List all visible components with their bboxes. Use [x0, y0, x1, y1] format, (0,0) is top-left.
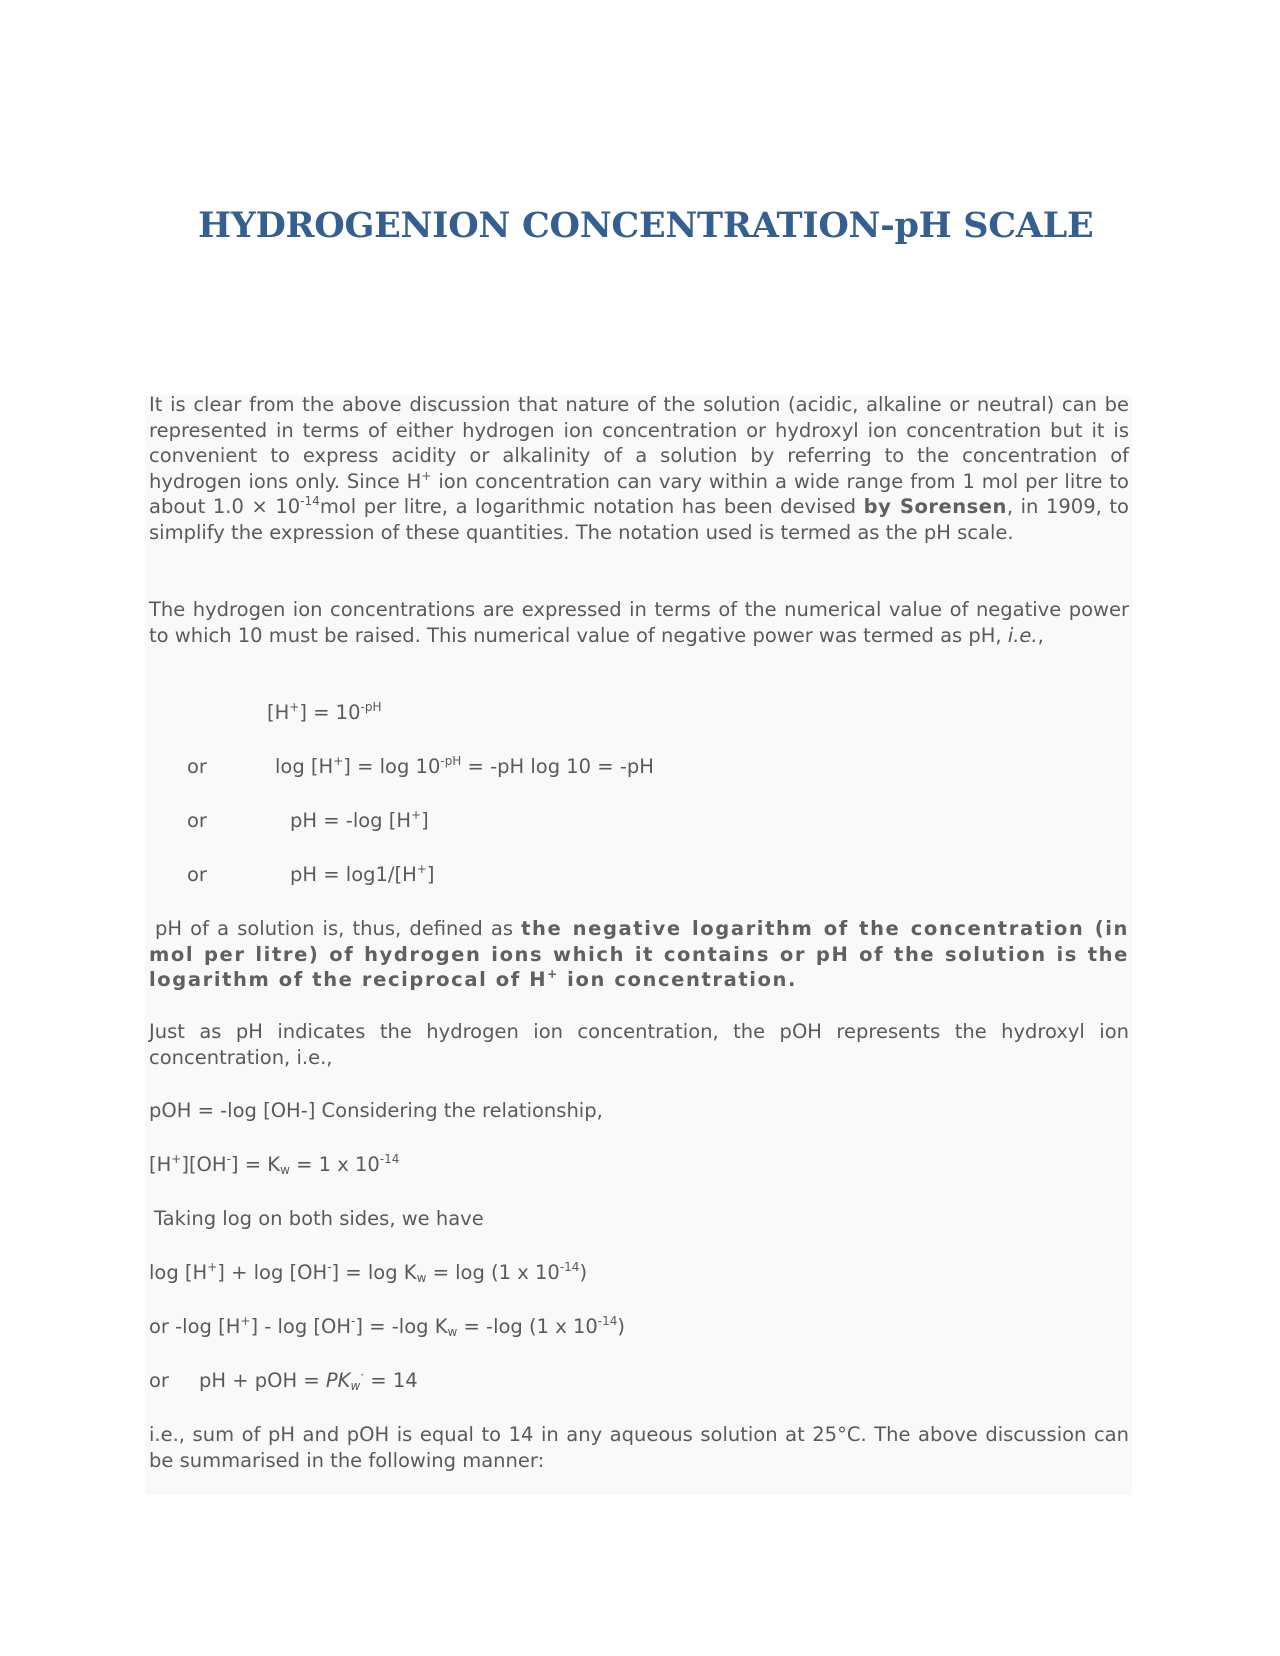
line9-sub: w [447, 1325, 458, 1339]
paragraph-intro [149, 392, 1129, 545]
equation-3 [290, 808, 429, 833]
para1-sup1: + [421, 468, 432, 483]
para2-text-a: The hydrogen ion concentrations are expressed in terms of the numerical value of negative power to which 10 must be raised. This numerical value of negative power was termed as pH, [149, 598, 1129, 647]
paragraph-ph-definition-bold [149, 916, 1129, 993]
eq3-sup1: + [411, 808, 422, 822]
eq1-b: ] = 10 [299, 701, 361, 724]
eq1-sup1: + [289, 700, 300, 714]
paragraph-poh: Just as pH indicates the hydrogen ion concentration, the pOH represents the hydroxyl ion concentration, i.e., [149, 1020, 1129, 1069]
eq3-b: ] [421, 809, 429, 832]
line-kw-relationship [149, 1152, 399, 1177]
line10-sub: w [350, 1379, 361, 1393]
line8-sup1: + [207, 1260, 218, 1274]
line6-c: ] = K [230, 1153, 281, 1176]
line10-a: pH + pOH = [199, 1369, 326, 1392]
line6-sub: w [280, 1163, 290, 1177]
line9-e: ) [617, 1315, 625, 1338]
line9-sup1: + [240, 1314, 251, 1328]
para1-text-c: mol per litre, a logarithmic notation has been devised [319, 495, 864, 518]
equation-2 [275, 754, 654, 779]
line8-d: = log (1 x 10 [426, 1261, 560, 1284]
equation-4-or: or [187, 863, 207, 886]
line10-sup: · [360, 1368, 365, 1382]
para1-sup2: -14 [300, 494, 320, 508]
line8-sup2: - [327, 1260, 332, 1274]
line-log-sum [149, 1260, 587, 1285]
eq2-sup2: -pH [440, 754, 462, 768]
line6-sup2: - [226, 1152, 231, 1166]
equation-2-or: or [187, 755, 207, 778]
line10-b: = 14 [364, 1369, 418, 1392]
line8-a: log [H [149, 1261, 208, 1284]
line8-sub: w [416, 1271, 427, 1285]
equation-3-or: or [187, 809, 207, 832]
line-ph-poh-sum [199, 1368, 418, 1393]
line9-b: ] - log [OH [250, 1315, 352, 1338]
line9-d: = -log (1 x 10 [457, 1315, 598, 1338]
eq4-sup1: + [416, 862, 427, 876]
line8-b: ] + log [OH [217, 1261, 328, 1284]
eq3-a: pH = -log [H [290, 809, 412, 832]
line8-sup3: -14 [559, 1260, 580, 1274]
eq2-c: = -pH log 10 = -pH [461, 755, 654, 778]
line6-d: = 1 x 10 [289, 1153, 380, 1176]
line6-sup1: + [171, 1152, 182, 1166]
line6-sup3: -14 [379, 1152, 400, 1166]
para3-bold2: ion concentration. [558, 968, 798, 991]
eq4-a: pH = log1/[H [290, 863, 417, 886]
line-neg-log-sum [149, 1314, 625, 1339]
line8-c: ] = log K [331, 1261, 417, 1284]
equation-4 [290, 862, 434, 887]
line9-sup2: - [351, 1314, 356, 1328]
eq1-sup2: -pH [360, 700, 382, 714]
line-poh-relationship: pOH = -log [OH-] Considering the relationship, [149, 1099, 603, 1122]
para3-bold1: the negative logarithm of the concentration (in mol per litre) of hydrogen ions which it contains or pH of the solution is the logarithm of the reciprocal of H [149, 917, 1129, 991]
line-taking-log: Taking log on both sides, we have [154, 1207, 484, 1230]
para1-bold: by Sorensen [863, 495, 1007, 518]
line9-sup3: -14 [597, 1314, 618, 1328]
eq2-sup1: + [333, 754, 344, 768]
eq1-a: [H [267, 701, 290, 724]
line10-pk: PK [325, 1369, 351, 1392]
line8-e: ) [579, 1261, 588, 1284]
paragraph-ph-definition [149, 597, 1129, 648]
para2-text-b: , [1037, 623, 1044, 647]
content-block [145, 395, 1132, 1495]
line9-c: ] = -log K [355, 1315, 448, 1338]
para3-a: pH of a solution is, thus, defined as [155, 917, 522, 940]
para2-ie: i.e. [1007, 623, 1038, 647]
para1-text-a: It is clear from the above discussion that nature of the solution (acidic, alkaline or neutral) can be represented in terms of either hydrogen ion concentration or hydroxyl ion concentration but it is convenient to express acidity or alkalinity of a solution by referring to the concentration of hydrogen ions only. Since H [149, 393, 1129, 493]
para1-text-b: ion concentration can vary within a wide range from 1 mol per litre to about 1.0 × 10 [149, 469, 1129, 518]
line-10-or: or [149, 1369, 169, 1392]
para3-sup: + [547, 967, 559, 981]
line6-a: [H [149, 1153, 172, 1176]
eq2-b: ] = log 10 [343, 755, 441, 778]
line6-b: ][OH [181, 1153, 227, 1176]
paragraph-summary: i.e., sum of pH and pOH is equal to 14 in any aqueous solution at 25°C. The above discussion can be summarised in the following manner: [149, 1423, 1129, 1472]
eq2-a: log [H [275, 755, 334, 778]
para1-text-d: , in 1909, to simplify the expression of these quantities. The notation used is termed as the pH scale. [149, 495, 1129, 544]
equation-1 [267, 700, 382, 725]
line9-a: or -log [H [149, 1315, 241, 1338]
document-title: HYDROGENION CONCENTRATION-pH SCALE [198, 205, 1094, 246]
eq4-b: ] [426, 863, 435, 886]
